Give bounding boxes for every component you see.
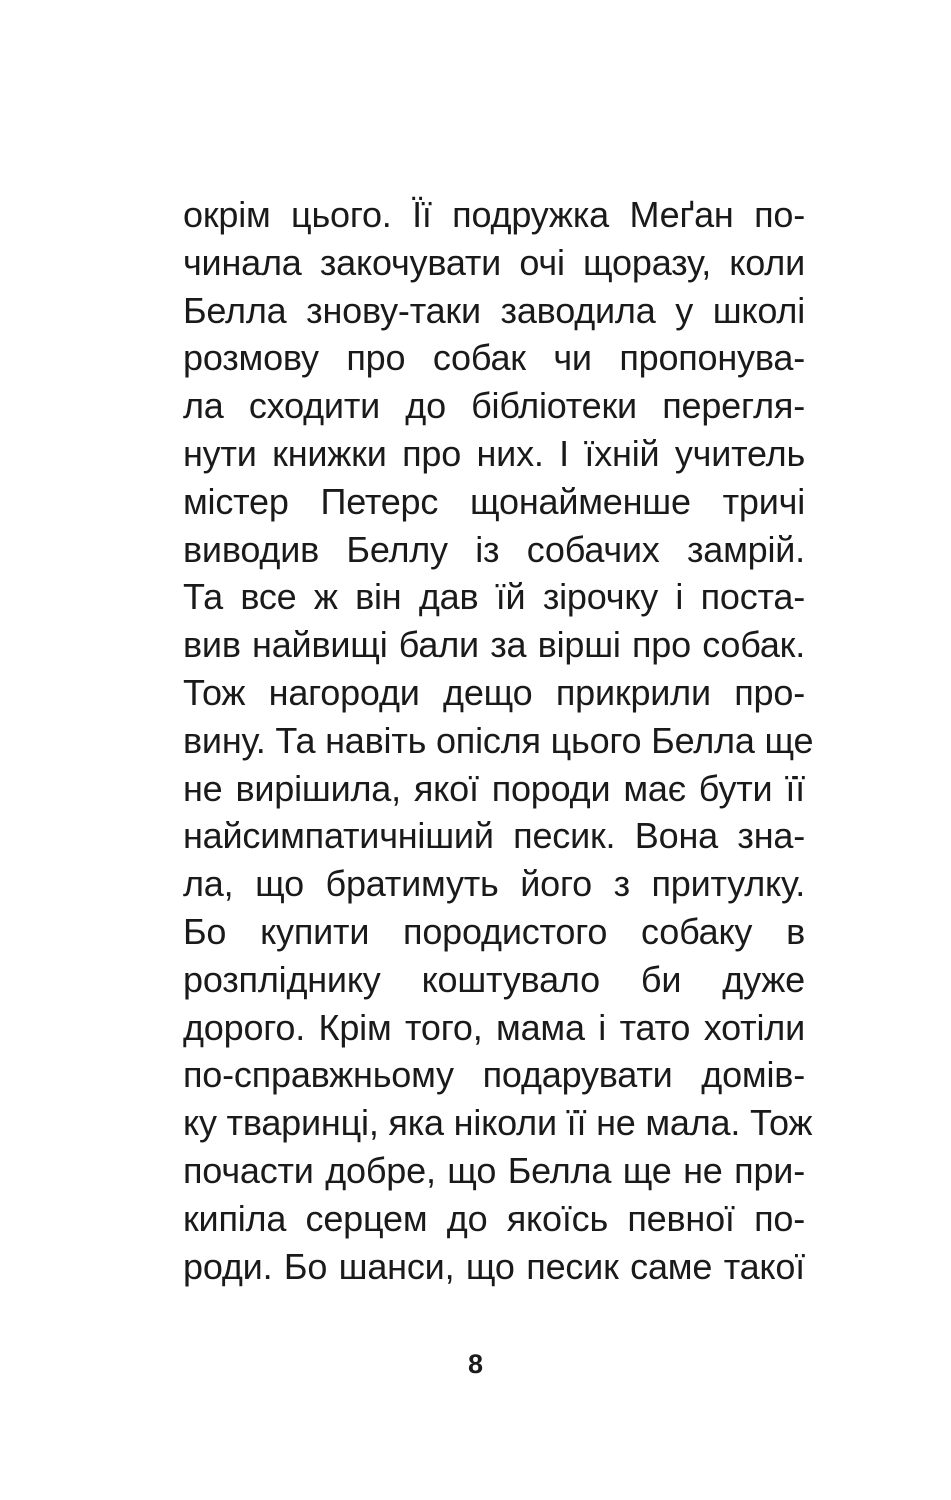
text-line: не вирішила, якої породи має бути її xyxy=(183,767,805,809)
text-line: вив найвищі бали за вірші про собак. xyxy=(183,624,805,666)
text-line: розмову про собак чи пропонува- xyxy=(183,337,805,379)
text-line: ку тваринці, яка ніколи її не мала. Тож xyxy=(183,1102,813,1144)
text-line: ла, що братимуть його з притулку. xyxy=(183,863,805,905)
text-line: вину. Та навіть опісля цього Белла ще xyxy=(183,719,814,761)
text-line: найсимпатичніший песик. Вона зна- xyxy=(183,815,805,857)
text-line: Белла знову-таки заводила у школі xyxy=(183,289,805,331)
text-line: Бо купити породистого собаку в xyxy=(183,910,805,952)
text-line: нути книжки про них. І їхній учитель xyxy=(183,432,805,474)
page-number: 8 xyxy=(467,1349,484,1379)
text-line: розпліднику коштувало би дуже xyxy=(183,958,805,1000)
text-line: кипіла серцем до якоїсь певної по- xyxy=(183,1197,805,1239)
text-line: містер Петерс щонайменше тричі xyxy=(183,480,805,522)
text-line: по-справжньому подарувати домів- xyxy=(183,1054,805,1096)
text-line: виводив Беллу із собачих замрій. xyxy=(183,528,805,570)
text-line: чинала закочувати очі щоразу, коли xyxy=(183,241,805,283)
text-line: окрім цього. Її подружка Меґан по- xyxy=(183,194,805,235)
text-line: почасти добре, що Белла ще не при- xyxy=(183,1149,805,1191)
body-text xyxy=(183,191,814,1290)
text-line: роди. Бо шанси, що песик саме такої xyxy=(183,1245,805,1287)
text-line: ла сходити до бібліотеки перегля- xyxy=(183,385,805,427)
text-line: Та все ж він дав їй зірочку і поста- xyxy=(183,576,805,618)
text-line: дорого. Крім того, мама і тато хотіли xyxy=(183,1006,805,1048)
text-line: Тож нагороди дещо прикрили про- xyxy=(183,671,805,713)
